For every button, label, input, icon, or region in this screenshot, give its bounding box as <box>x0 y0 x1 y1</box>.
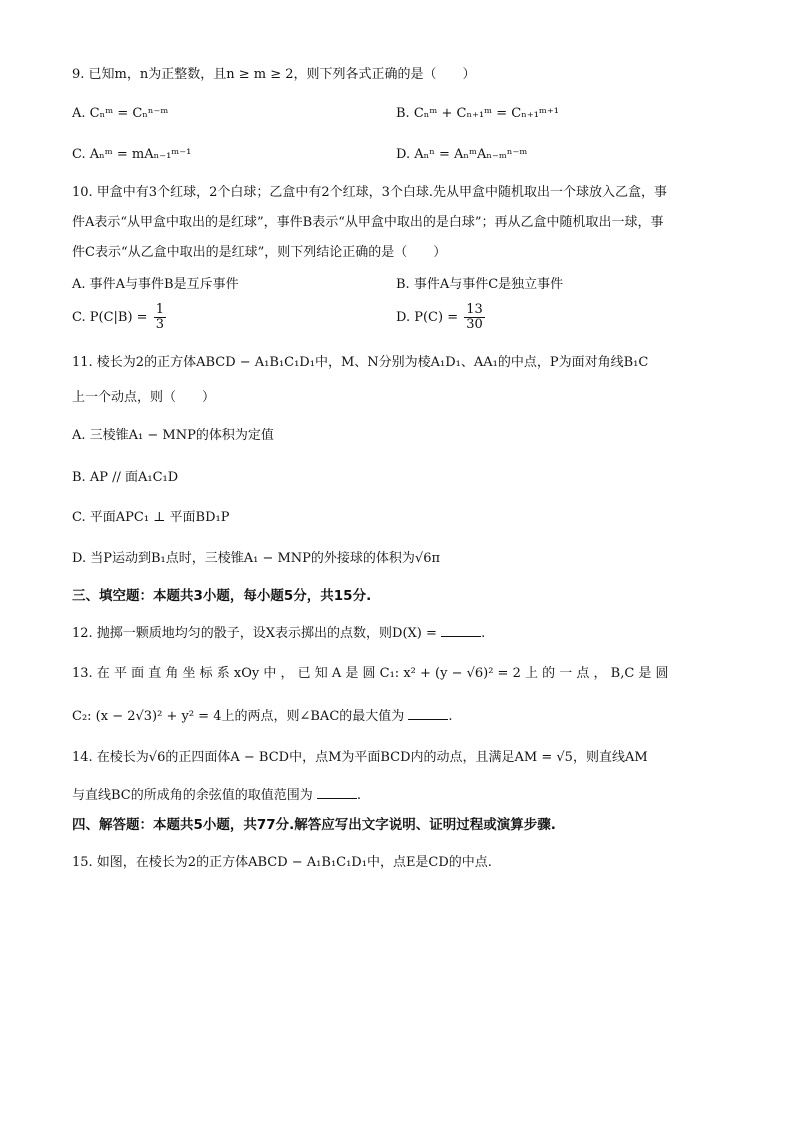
q10-line2: 件A表示“从甲盒中取出的是红球”，事件B表示“从甲盒中取出的是白球”；再从乙盒中随机取出一球，事 <box>72 215 664 230</box>
q13-line1: 13. 在 平 面 直 角 坐 标 系 xOy 中 ， 已 知 A 是 圆 C₁: x² + (y − √6)² = 2 上 的 一 点 ， B,C 是 圆 <box>72 666 669 681</box>
q10-option-d <box>396 303 487 332</box>
q10-option-c-prefix: C. P(C|B) = <box>72 310 148 325</box>
q13-answer-blank <box>408 707 448 720</box>
q10-c-numerator: 1 <box>155 302 164 317</box>
q15-line1: 15. 如图，在棱长为2的正方体ABCD − A₁B₁C₁D₁中，点E是CD的中点. <box>72 855 492 870</box>
q11-option-b: B. AP // 面A₁C₁D <box>72 470 179 485</box>
q12-answer-blank <box>441 624 481 637</box>
q11-option-c: C. 平面APC₁ ⊥ 平面BD₁P <box>72 510 230 525</box>
q12-end-dot: . <box>481 626 486 641</box>
q10-option-d-fraction <box>464 303 485 332</box>
q11-option-a: A. 三棱锥A₁ − MNP的体积为定值 <box>72 428 274 443</box>
q10-d-denominator: 30 <box>466 317 483 332</box>
q12-line <box>72 624 485 643</box>
q13-line2-text: C₂: (x − 2√3)² + y² = 4上的两点，则∠BAC的最大值为 <box>72 709 405 724</box>
q10-option-d-prefix: D. P(C) = <box>396 310 459 325</box>
section3-heading: 三、填空题：本题共3小题，每小题5分，共15分. <box>72 588 372 604</box>
q9-option-b: B. Cₙᵐ + Cₙ₊₁ᵐ = Cₙ₊₁ᵐ⁺¹ <box>396 106 559 121</box>
q13-end-dot: . <box>448 709 453 724</box>
q14-line2-text: 与直线BC的所成角的余弦值的取值范围为 <box>72 788 313 803</box>
q14-answer-blank <box>317 786 357 799</box>
q10-option-a: A. 事件A与事件B是互斥事件 <box>72 277 239 292</box>
q11-line2: 上一个动点，则（ ） <box>72 390 216 405</box>
q9-option-d: D. Aₙⁿ = AₙᵐAₙ₋ₘⁿ⁻ᵐ <box>396 147 528 162</box>
q10-line3: 件C表示“从乙盒中取出的是红球”，则下列结论正确的是（ ） <box>72 245 447 260</box>
q9-option-a: A. Cₙᵐ = Cₙⁿ⁻ᵐ <box>72 106 169 121</box>
q14-end-dot: . <box>356 788 362 803</box>
q11-option-d: D. 当P运动到B₁点时，三棱锥A₁ − MNP的外接球的体积为√6π <box>72 551 441 566</box>
q9-option-c: C. Aₙᵐ = mAₙ₋₁ᵐ⁻¹ <box>72 147 192 162</box>
q10-option-b: B. 事件A与事件C是独立事件 <box>396 277 564 292</box>
q14-line1: 14. 在棱长为√6的正四面体A − BCD中，点M为平面BCD内的动点，且满足AM = √5，则直线AM <box>72 750 648 765</box>
q10-c-denominator: 3 <box>155 317 164 332</box>
section4-heading: 四、解答题：本题共5小题，共77分.解答应写出文字说明、证明过程或演算步骤. <box>72 817 556 833</box>
q10-option-c-fraction <box>154 303 166 332</box>
q9-stem: 9. 已知m，n为正整数，且n ≥ m ≥ 2，则下列各式正确的是（ ） <box>72 67 476 82</box>
q10-option-c <box>72 303 168 332</box>
q12-text: 12. 抛掷一颗质地均匀的骰子，设X表示掷出的点数，则D(X) = <box>72 626 437 641</box>
q10-line1: 10. 甲盒中有3个红球，2个白球；乙盒中有2个红球，3个白球.先从甲盒中随机取出一个球放入乙盒，事 <box>72 185 668 200</box>
q14-line2 <box>72 786 361 805</box>
q10-d-numerator: 13 <box>466 302 483 317</box>
q11-line1: 11. 棱长为2的正方体ABCD − A₁B₁C₁D₁中，M、N分别为棱A₁D₁、AA₁的中点，P为面对角线B₁C <box>72 355 649 370</box>
q13-line2 <box>72 707 453 726</box>
